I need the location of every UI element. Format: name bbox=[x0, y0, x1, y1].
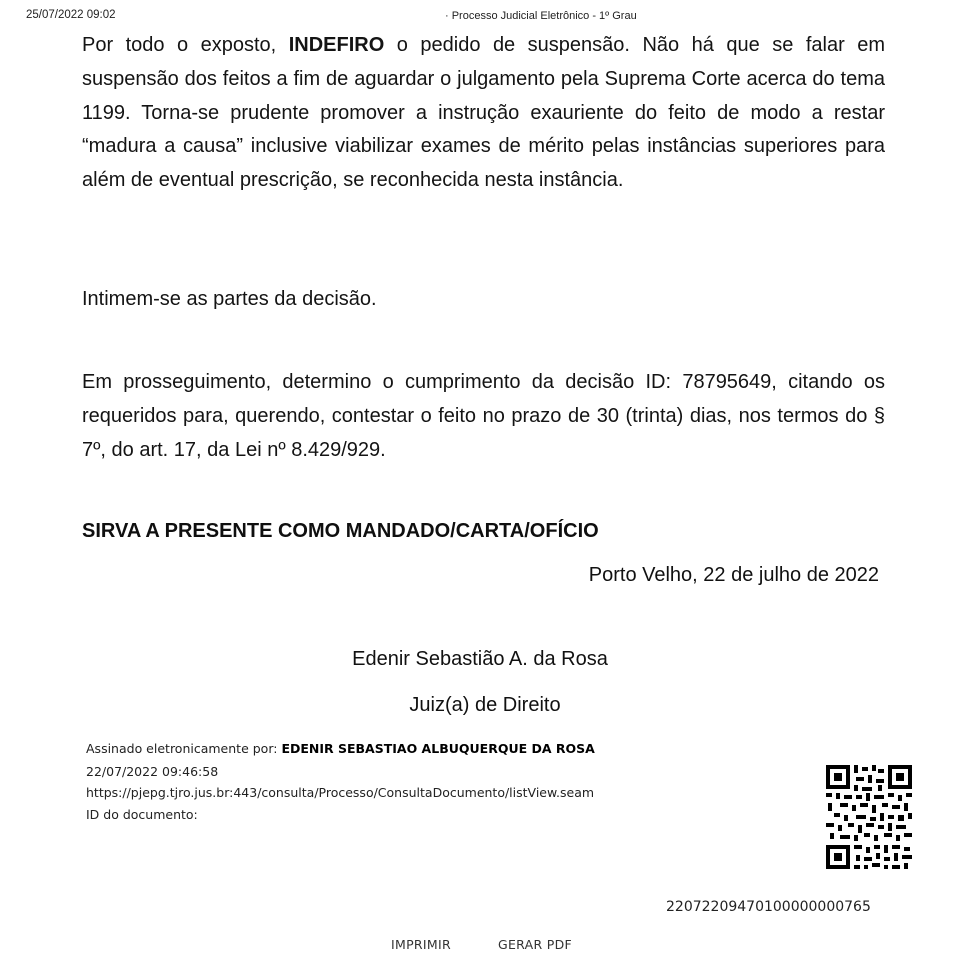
mandate-heading: SIRVA A PRESENTE COMO MANDADO/CARTA/OFÍCIO bbox=[82, 520, 599, 542]
verification-url: https://pjepg.tjro.jus.br:443/consulta/Processo/ConsultaDocumento/listView.seam bbox=[86, 785, 595, 800]
print-button[interactable]: IMPRIMIR bbox=[391, 937, 451, 952]
generate-pdf-button[interactable]: GERAR PDF bbox=[498, 937, 573, 952]
signature-signer: EDENIR SEBASTIAO ALBUQUERQUE DA ROSA bbox=[281, 741, 595, 756]
signature-label: Assinado eletronicamente por: bbox=[86, 741, 282, 756]
decision-paragraph bbox=[82, 29, 885, 198]
print-timestamp: 25/07/2022 09:02 bbox=[26, 9, 116, 21]
signature-line bbox=[86, 741, 595, 756]
continuation-paragraph: Em prosseguimento, determino o cumprimento da decisão ID: 78795649, citando os requeridos para, querendo, contestar o feito no prazo de 30 (trinta) dias, nos termos do § 7º, do art. 17, da Lei nº 8.429/929. bbox=[82, 371, 885, 461]
notification-paragraph: Intimem-se as partes da decisão. bbox=[82, 288, 377, 310]
signer-role: Juiz(a) de Direito bbox=[409, 694, 561, 716]
decision-text-rest: o pedido de suspensão. Não há que se falar em suspensão dos feitos a fim de aguardar o julgamento pela Suprema Corte acerca do tema 1199. Torna-se prudente promover a instrução exauriente do feito de modo a restar “madura a causa” inclusive viabilizar exames de mérito pelas instâncias superiores para além de eventual prescrição, se reconhecida nesta instância. bbox=[82, 34, 885, 192]
system-title: · Processo Judicial Eletrônico - 1º Grau bbox=[445, 10, 637, 22]
decision-verdict: INDEFIRO bbox=[288, 34, 385, 56]
signer-name: Edenir Sebastião A. da Rosa bbox=[352, 648, 608, 670]
document-id-label: ID do documento: bbox=[86, 807, 198, 822]
signature-datetime: 22/07/2022 09:46:58 bbox=[86, 764, 219, 779]
place-date: Porto Velho, 22 de julho de 2022 bbox=[588, 564, 879, 586]
decision-text-start: Por todo o exposto, bbox=[82, 34, 289, 56]
qr-code-icon bbox=[826, 765, 912, 869]
document-number: 22072209470100000000765 bbox=[666, 899, 871, 915]
